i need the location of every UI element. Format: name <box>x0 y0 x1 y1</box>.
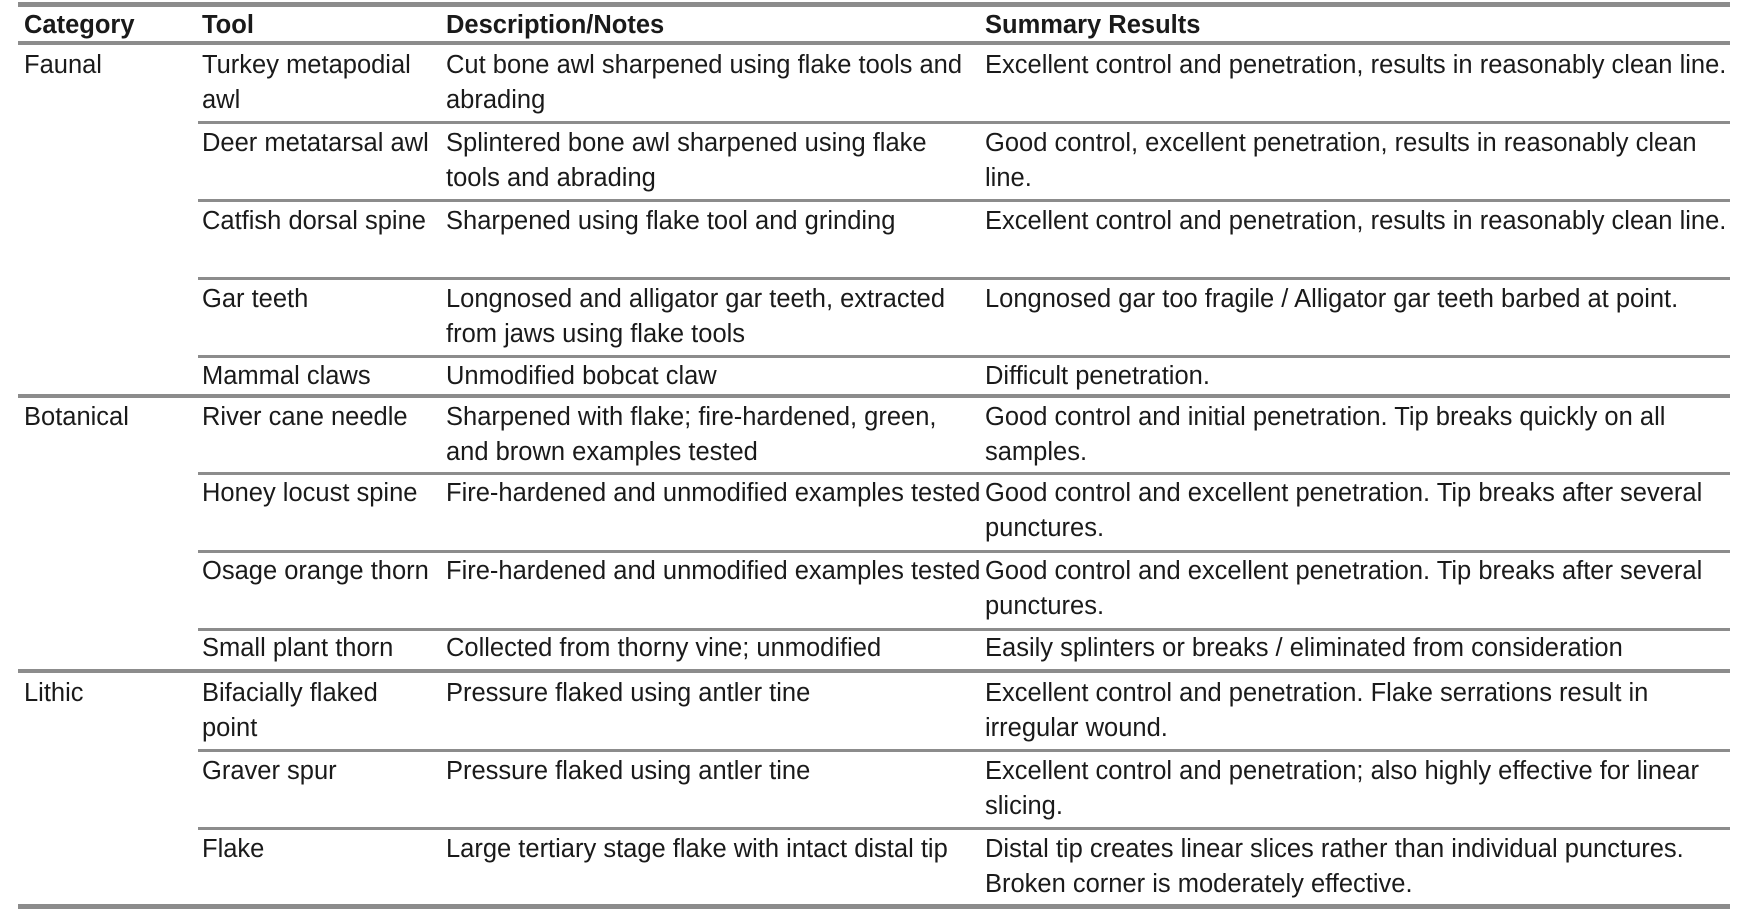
description-cell: Longnosed and alligator gar teeth, extracted from jaws using flake tools <box>446 285 946 348</box>
row-divider <box>198 355 1730 358</box>
description-cell: Cut bone awl sharpened using flake tools and abrading <box>446 51 963 114</box>
tool-cell: River cane needle <box>202 403 408 431</box>
description-cell: Splintered bone awl sharpened using flake tools and abrading <box>446 129 927 192</box>
description-cell: Fire-hardened and unmodified examples tested <box>446 557 981 585</box>
results-cell: Good control and excellent penetration. Tip breaks after several punctures. <box>985 479 1703 542</box>
description-cell: Pressure flaked using antler tine <box>446 757 811 785</box>
tool-cell: Catfish dorsal spine <box>202 207 426 235</box>
group-rule <box>18 394 1730 398</box>
tool-cell: Turkey metapodial awl <box>202 51 411 114</box>
description-cell: Collected from thorny vine; unmodified <box>446 634 882 662</box>
results-cell: Good control, excellent penetration, results in reasonably clean line. <box>985 129 1697 192</box>
bottom-rule <box>18 904 1730 909</box>
row-divider <box>198 827 1730 830</box>
results-cell: Good control and excellent penetration. Tip breaks after several punctures. <box>985 557 1703 620</box>
row-divider <box>198 472 1730 475</box>
header-tool: Tool <box>202 11 254 39</box>
header-description: Description/Notes <box>446 11 665 39</box>
header-results: Summary Results <box>985 11 1201 39</box>
description-cell: Fire-hardened and unmodified examples tested <box>446 479 981 507</box>
results-cell: Longnosed gar too fragile / Alligator gar teeth barbed at point. <box>985 285 1679 313</box>
tool-cell: Graver spur <box>202 757 337 785</box>
category-cell: Botanical <box>24 403 129 431</box>
description-cell: Sharpened with flake; fire-hardened, green, and brown examples tested <box>446 403 937 466</box>
row-divider <box>198 199 1730 202</box>
results-cell: Excellent control and penetration; also highly effective for linear slicing. <box>985 757 1699 820</box>
tool-cell: Mammal claws <box>202 362 371 390</box>
tool-cell: Deer metatarsal awl <box>202 129 429 157</box>
row-divider <box>198 121 1730 124</box>
results-cell: Excellent control and penetration. Flake serrations result in irregular wound. <box>985 679 1649 742</box>
tool-cell: Gar teeth <box>202 285 309 313</box>
group-rule <box>18 669 1730 673</box>
results-cell: Excellent control and penetration, results in reasonably clean line. <box>985 207 1727 235</box>
description-cell: Pressure flaked using antler tine <box>446 679 811 707</box>
header-category: Category <box>24 11 135 39</box>
row-divider <box>198 277 1730 280</box>
results-cell: Easily splinters or breaks / eliminated from consideration <box>985 634 1623 662</box>
description-cell: Sharpened using flake tool and grinding <box>446 207 896 235</box>
results-cell: Difficult penetration. <box>985 362 1210 390</box>
tool-cell: Honey locust spine <box>202 479 418 507</box>
row-divider <box>198 749 1730 752</box>
row-divider <box>198 550 1730 553</box>
category-cell: Lithic <box>24 679 84 707</box>
description-cell: Unmodified bobcat claw <box>446 362 717 390</box>
results-cell: Good control and initial penetration. Tip breaks quickly on all samples. <box>985 403 1666 466</box>
top-rule <box>18 2 1730 7</box>
description-cell: Large tertiary stage flake with intact distal tip <box>446 835 948 863</box>
tool-cell: Bifacially flaked point <box>202 679 378 742</box>
tool-cell: Osage orange thorn <box>202 557 429 585</box>
tool-cell: Small plant thorn <box>202 634 394 662</box>
category-cell: Faunal <box>24 51 102 79</box>
tool-cell: Flake <box>202 835 265 863</box>
results-cell: Distal tip creates linear slices rather than individual punctures. Broken corner is moderately effective. <box>985 835 1684 898</box>
results-cell: Excellent control and penetration, results in reasonably clean line. <box>985 51 1727 79</box>
